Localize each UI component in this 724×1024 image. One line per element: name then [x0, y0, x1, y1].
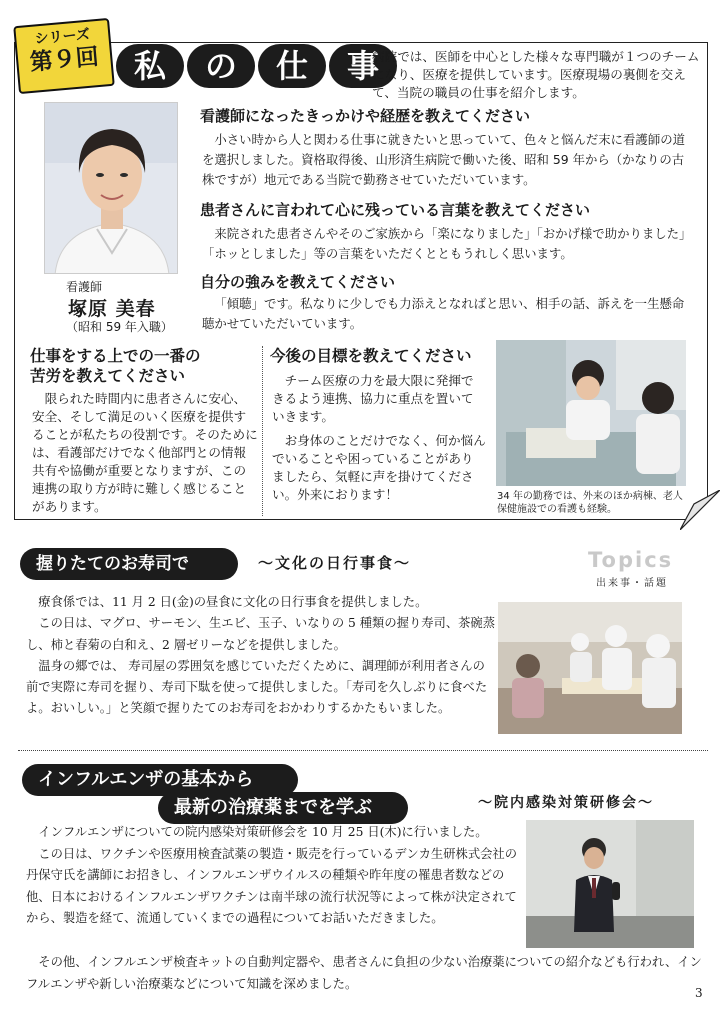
profile-intro: 病院では、医師を中心とした様々な専門職が１つのチームになり、医療を提供しています。医療現場の裏側を交えて、当院の職員の仕事を紹介します。	[372, 49, 700, 100]
flu-section-title-line2: 最新の治療薬までを学ぶ	[158, 792, 408, 824]
paragraph: インフルエンザについての院内感染対策研修会を 10 月 25 日(木)に行いました。	[38, 825, 488, 839]
answer-text: 来院された患者さんやそのご家族から「楽になりました」「おかげ様で助かりました」「ホッとしました」等の言葉をいただくとともうれしく思います。	[202, 226, 692, 261]
question-heading: 看護師になったきっかけや経歴を教えてください	[200, 107, 531, 125]
paragraph: 療食係では、11 月 2 日(金)の昼食に文化の日行事食を提供しました。	[38, 595, 428, 609]
question-heading: 自分の強みを教えてください	[200, 273, 396, 291]
title-char: 私	[116, 44, 184, 88]
question-heading: 今後の目標を教えてください	[270, 347, 472, 365]
sushi-event-photo	[498, 602, 682, 734]
profile-title	[116, 44, 397, 88]
series-number: 第９回	[28, 44, 100, 76]
series-badge	[13, 18, 115, 94]
answer-text: チーム医療の力を最大限に発揮できるよう連携、協力に重点を置いていきます。	[272, 373, 474, 424]
flu-article-body-continued	[26, 952, 702, 995]
question-heading: 仕事をする上での一番の	[30, 347, 201, 365]
answer-text: 小さい時から人と関わる仕事に就きたいと思っていて、色々と悩んだ末に看護師の道を選択しました。資格取得後、山形済生病院で働いた後、昭和 59 年から（かなりの古株ですが）地元である当院で勤務させていただいています。	[202, 132, 685, 187]
person-name: 塚原 美春	[68, 298, 156, 320]
series-label: シリーズ	[34, 26, 91, 48]
photo-caption: 34 年の勤務では、外来のほか病棟、老人保健施設での看護も経験。	[497, 491, 683, 515]
nurse-portrait-photo	[44, 102, 178, 274]
answer-text: 限られた時間内に患者さんに安心、安全、そして満足のいく医療を提供することが私たちの役割です。そのためには、看護部だけでなく他部門との情報共有や協働が重要となりますが、この連携の取り方が時に難しく感じることがあります。	[32, 391, 258, 514]
flu-section-subtitle: ～院内感染対策研修会～	[478, 795, 654, 811]
paragraph: この日は、ワクチンや医療用検査試薬の製造・販売を行っているデンカ生研株式会社の丹保守氏を講師にお招きし、インフルエンザウイルスの種類や昨年度の罹患者数などの他、日本におけるインフルエンザワクチンは南半球の流行状況等によって株が決定されてから、製造を経て、流通していくまでの過程についてお話いただきました。	[26, 846, 518, 925]
sushi-section-subtitle: ～文化の日行事食～	[258, 554, 412, 572]
person-joined-year: （昭和 59 年入職）	[66, 320, 173, 334]
answer-text: 「傾聴」です。私なりに少しでも力添えとなればと思い、相手の話、訴えを一生懸命聴かせていただいています。	[202, 296, 685, 331]
answer-text: お身体のことだけでなく、何か悩んでいることや困っていることがありましたら、気軽に声を掛けてください。外来におります！	[272, 433, 486, 502]
title-char: 仕	[258, 44, 326, 88]
lecture-photo	[526, 820, 694, 948]
sushi-article-body	[26, 592, 496, 720]
column-divider	[262, 346, 263, 516]
title-char: の	[187, 44, 255, 88]
sushi-section-title: 握りたてのお寿司で	[20, 548, 238, 580]
flu-section-title-line1: インフルエンザの基本から	[22, 764, 298, 796]
flu-article-body	[26, 822, 520, 930]
topics-heading: Topics	[588, 548, 674, 572]
page-number: 3	[695, 986, 703, 1000]
question-heading: 患者さんに言われて心に残っている言葉を教えてください	[200, 201, 591, 219]
question-heading: 苦労を教えてください	[30, 367, 186, 385]
paragraph: この日は、マグロ、サーモン、生エビ、玉子、いなりの 5 種類の握り寿司、茶碗蒸し、柿と春菊の白和え、2 層ゼリーなどを提供しました。	[26, 616, 496, 652]
nurse-at-work-photo	[496, 340, 686, 486]
section-divider	[18, 750, 708, 751]
paragraph: その他、インフルエンザ検査キットの自動判定器や、患者さんに負担の少ない治療薬についての紹介なども行われ、インフルエンザや新しい治療薬などについて知識を深めました。	[26, 955, 702, 991]
person-role: 看護師	[66, 280, 103, 294]
paragraph: 温身の郷では、 寿司屋の雰囲気を感じていただくために、調理師が利用者さんの前で実際に寿司を握り、寿司下駄を使って提供しました。「寿司を久しぶりに食べたよ。おいしい。」と笑顔で握りたてのお寿司をおかわりするかたもいました。	[26, 658, 488, 716]
title-char: 事	[329, 44, 397, 88]
topics-subheading: 出来事・話題	[596, 578, 668, 589]
